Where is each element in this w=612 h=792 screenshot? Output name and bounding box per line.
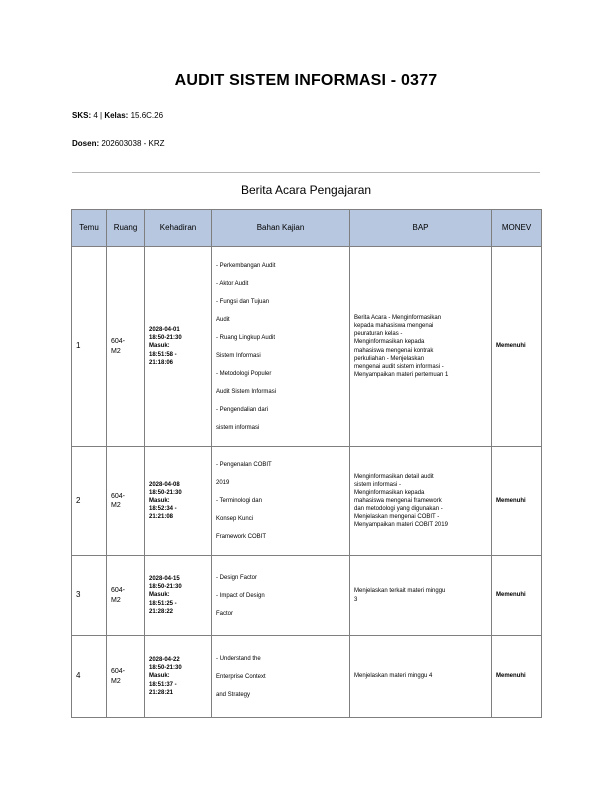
course-info [72, 111, 163, 120]
cell-ruang: 604- M2 [107, 447, 145, 556]
cell-kehadiran: 2028-04-01 18:50-21:30 Masuk: 18:51:58 - 21:18:06 [145, 247, 212, 447]
divider [72, 172, 540, 173]
lecturer-info [72, 139, 165, 148]
col-header-bap: BAP [350, 210, 492, 247]
cell-monev: Memenuhi [492, 556, 542, 636]
cell-bahan-kajian: - Understand the Enterprise Context and Strategy [212, 636, 350, 718]
table-header-row [72, 210, 542, 247]
col-header-temu: Temu [72, 210, 107, 247]
cell-bahan-kajian: - Perkembangan Audit - Aktor Audit - Fungsi dan Tujuan Audit - Ruang Lingkup Audit Sistem Informasi - Metodologi Populer Audit Sistem Informasi - Pengendalian dari sistem informasi [212, 247, 350, 447]
dosen-value: 202603038 - KRZ [99, 139, 165, 148]
cell-temu: 2 [72, 447, 107, 556]
col-header-monev: MONEV [492, 210, 542, 247]
table-row [72, 447, 542, 556]
col-header-bahan-kajian: Bahan Kajian [212, 210, 350, 247]
sks-label: SKS: [72, 111, 92, 120]
cell-temu: 1 [72, 247, 107, 447]
cell-temu: 4 [72, 636, 107, 718]
cell-ruang: 604- M2 [107, 247, 145, 447]
dosen-label: Dosen: [72, 139, 100, 148]
cell-ruang: 604- M2 [107, 636, 145, 718]
section-title: Berita Acara Pengajaran [240, 183, 372, 197]
page-title: AUDIT SISTEM INFORMASI - 0377 [174, 72, 438, 89]
cell-temu: 3 [72, 556, 107, 636]
cell-bap: Berita Acara - Menginformasikan kepada mahasiswa mengenai peuraturan kelas - Menginformasikan kepada mahasiswa mengenai kontrak perkuliahan - Menjelaskan mengenai audit sistem informasi - Menyampaikan materi pertemuan 1 [350, 247, 492, 447]
cell-monev: Memenuhi [492, 247, 542, 447]
cell-monev: Memenuhi [492, 447, 542, 556]
cell-kehadiran: 2028-04-22 18:50-21:30 Masuk: 18:51:37 - 21:28:21 [145, 636, 212, 718]
cell-bap: Menjelaskan terkait materi minggu 3 [350, 556, 492, 636]
cell-kehadiran: 2028-04-08 18:50-21:30 Masuk: 18:52:34 - 21:21:08 [145, 447, 212, 556]
table-row [72, 636, 542, 718]
col-header-kehadiran: Kehadiran [145, 210, 212, 247]
col-header-ruang: Ruang [107, 210, 145, 247]
cell-bahan-kajian: - Pengenalan COBIT 2019 - Terminologi dan Konsep Kunci Framework COBIT [212, 447, 350, 556]
bap-table [71, 209, 542, 718]
cell-bahan-kajian: - Design Factor - Impact of Design Factor [212, 556, 350, 636]
cell-ruang: 604- M2 [107, 556, 145, 636]
cell-bap: Menjelaskan materi minggu 4 [350, 636, 492, 718]
table-row [72, 247, 542, 447]
table-row [72, 556, 542, 636]
kelas-value: 15.6C.26 [128, 111, 164, 120]
kelas-label: Kelas: [104, 111, 129, 120]
sks-value: 4 | [91, 111, 105, 120]
cell-kehadiran: 2028-04-15 18:50-21:30 Masuk: 18:51:25 - 21:28:22 [145, 556, 212, 636]
cell-bap: Menginformasikan detail audit sistem informasi - Menginformasikan kepada mahasiswa mengenai framework dan metodologi yang digunakan - Menjelaskan mengenai COBIT - Menyampaikan materi COBIT 2019 [350, 447, 492, 556]
cell-monev: Memenuhi [492, 636, 542, 718]
